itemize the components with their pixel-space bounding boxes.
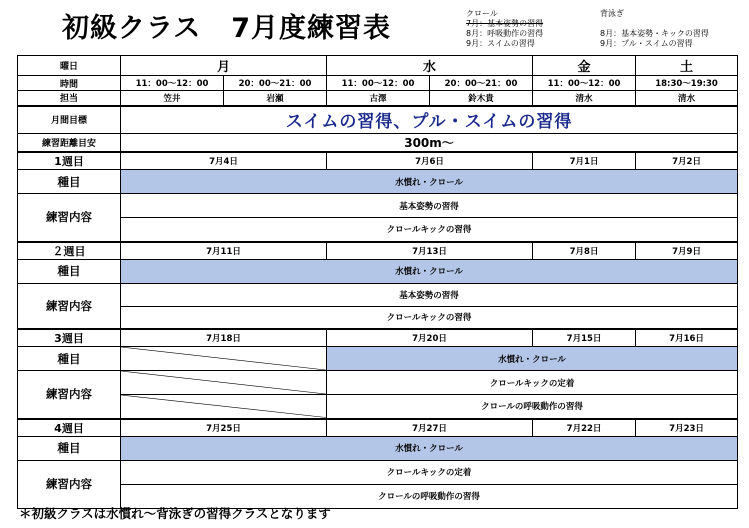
time-cell: 20：00～21：00	[224, 76, 327, 91]
content-row	[18, 306, 738, 329]
week-date: 7月18日	[121, 329, 327, 347]
distance-row	[18, 134, 738, 153]
content-label: 練習内容	[18, 194, 121, 242]
day-label: 曜日	[18, 56, 121, 76]
diagonal-line	[121, 395, 326, 418]
title-main: 初級クラス	[62, 13, 202, 44]
week-date-row	[18, 242, 738, 260]
week-date: 7月15日	[533, 329, 636, 347]
week-date: 7月1日	[533, 152, 636, 170]
staff-cell: 清水	[636, 91, 738, 106]
time-cell: 20：00～21：00	[430, 76, 533, 91]
content-row	[18, 218, 738, 242]
week-label: 3週目	[18, 329, 121, 347]
week-label: ２週目	[18, 242, 121, 260]
diagonal-line	[121, 347, 326, 370]
content-cell: クロールの呼吸動作の習得	[327, 395, 738, 419]
staff-label: 担当	[18, 91, 121, 106]
event-label: 種目	[18, 347, 121, 371]
staff-cell: 古澤	[327, 91, 430, 106]
week-date-row	[18, 419, 738, 437]
content-row	[18, 283, 738, 306]
week-date: 7月8日	[533, 242, 636, 260]
content-label: 練習内容	[18, 283, 121, 329]
week-label: 1週目	[18, 152, 121, 170]
distance-label: 練習距離目安	[18, 134, 121, 153]
week-date-row	[18, 329, 738, 347]
event-cell: 水慣れ・クロール	[121, 259, 738, 283]
goal-label: 月間目標	[18, 106, 121, 134]
content-row	[18, 460, 738, 484]
day-mon: 月	[121, 56, 327, 76]
content-cell: 基本姿勢の習得	[121, 194, 738, 218]
content-row	[18, 371, 738, 395]
week-label: 4週目	[18, 419, 121, 437]
event-cell: 水慣れ・クロール	[327, 347, 738, 371]
event-label: 種目	[18, 170, 121, 194]
week-date: 7月23日	[636, 419, 738, 437]
week-date: 7月6日	[327, 152, 533, 170]
week-date: 7月11日	[121, 242, 327, 260]
note-line: 背泳ぎ	[600, 9, 624, 18]
day-row	[18, 56, 738, 76]
event-cell: 水慣れ・クロール	[121, 436, 738, 460]
note-line: 8月：基本姿勢・キックの習得	[600, 29, 709, 38]
event-row	[18, 347, 738, 371]
title-sub: 7月度練習表	[231, 13, 391, 44]
footer-note: ＊初級クラスは水慣れ～背泳ぎの習得クラスとなります	[19, 506, 331, 521]
content-cell: クロールキックの習得	[121, 218, 738, 242]
day-wed: 水	[327, 56, 533, 76]
page-title	[62, 6, 391, 45]
staff-cell: 笠井	[121, 91, 224, 106]
event-label: 種目	[18, 436, 121, 460]
week-date: 7月9日	[636, 242, 738, 260]
content-label: 練習内容	[18, 371, 121, 419]
content-cell: クロールキックの定着	[327, 371, 738, 395]
time-cell: 18:30～19:30	[636, 76, 738, 91]
crawl-notes	[466, 9, 543, 49]
backstroke-notes	[600, 9, 709, 49]
week-date: 7月25日	[121, 419, 327, 437]
no-class-cell	[121, 371, 327, 395]
time-label: 時間	[18, 76, 121, 91]
content-label: 練習内容	[18, 460, 121, 508]
event-row	[18, 170, 738, 194]
event-cell: 水慣れ・クロール	[121, 170, 738, 194]
time-cell: 11：00～12：00	[121, 76, 224, 91]
note-line: 7月：基本姿勢の習得	[466, 19, 544, 28]
note-line: クロール	[466, 9, 498, 18]
note-line: 8月：呼吸動作の習得	[466, 29, 544, 38]
day-sat: 土	[636, 56, 738, 76]
note-line	[600, 19, 709, 29]
week-date: 7月13日	[327, 242, 533, 260]
week-date-row	[18, 152, 738, 170]
week-date: 7月27日	[327, 419, 533, 437]
no-class-cell	[121, 395, 327, 419]
week-date: 7月20日	[327, 329, 533, 347]
goal-row	[18, 106, 738, 134]
week-date: 7月16日	[636, 329, 738, 347]
content-cell: クロールキックの定着	[121, 460, 738, 484]
time-row	[18, 76, 738, 91]
staff-cell: 清水	[533, 91, 636, 106]
content-cell: クロールキックの習得	[121, 306, 738, 329]
time-cell: 11：00～12：00	[533, 76, 636, 91]
content-cell: 基本姿勢の習得	[121, 283, 738, 306]
distance-text: 300m～	[121, 134, 738, 153]
no-class-cell	[121, 347, 327, 371]
content-row	[18, 194, 738, 218]
content-row	[18, 395, 738, 419]
staff-cell: 岩瀬	[224, 91, 327, 106]
event-row	[18, 259, 738, 283]
week-date: 7月22日	[533, 419, 636, 437]
week-date: 7月4日	[121, 152, 327, 170]
schedule-table	[17, 55, 738, 509]
day-fri: 金	[533, 56, 636, 76]
time-cell: 11：00～12：00	[327, 76, 430, 91]
staff-row	[18, 91, 738, 106]
content-cell: クロールの呼吸動作の習得	[121, 484, 738, 508]
event-row	[18, 436, 738, 460]
goal-text: スイムの習得、プル・スイムの習得	[121, 106, 738, 134]
note-line: 9月：スイムの習得	[466, 39, 535, 48]
week-date: 7月2日	[636, 152, 738, 170]
note-line: 9月：プル・スイムの習得	[600, 39, 693, 48]
staff-cell: 鈴木貴	[430, 91, 533, 106]
event-label: 種目	[18, 259, 121, 283]
diagonal-line	[121, 371, 326, 394]
